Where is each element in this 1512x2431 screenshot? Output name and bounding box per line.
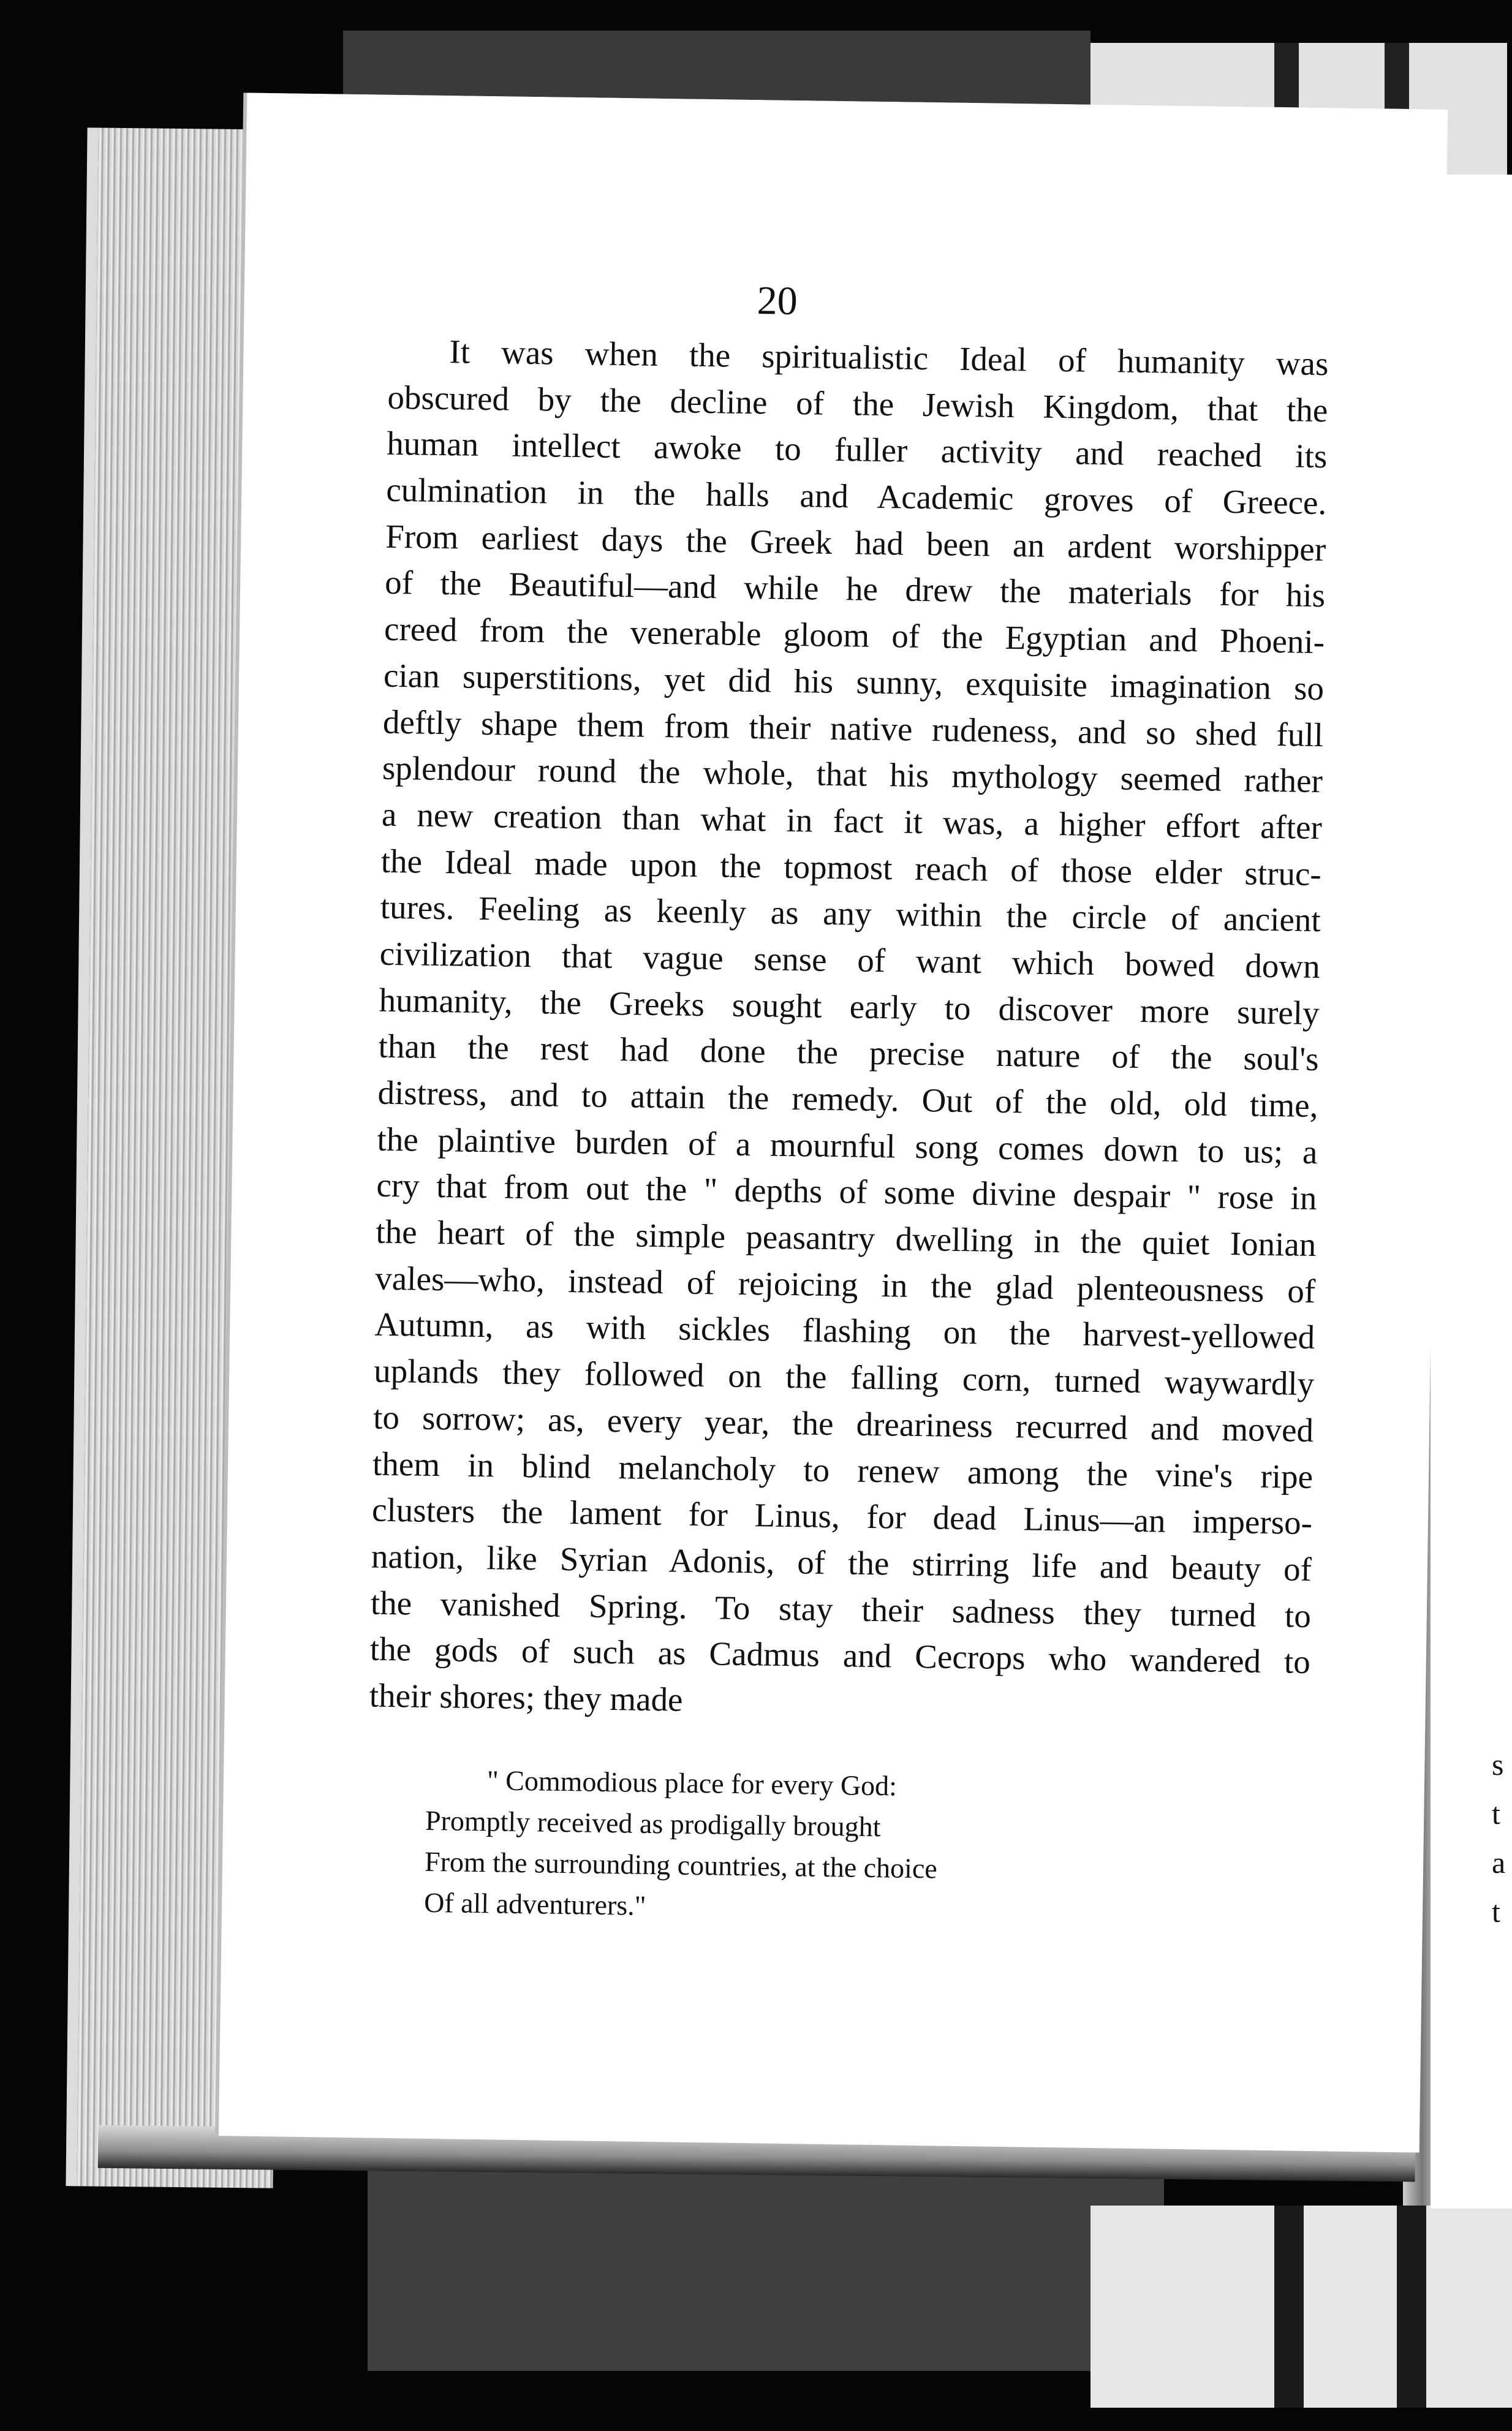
text-line: a new creation than what in fact it was, a higher effort after [381,795,1323,846]
paper-clip-bottom [1091,2206,1512,2408]
quote-line: From the surrounding countries, at the choice [424,1845,938,1885]
text-line: clusters the lament for Linus, for dead Linus—an imperso- [371,1491,1313,1542]
text-line: It was when the spiritualistic Ideal of humanity was [449,333,1329,383]
text-line: Autumn, as with sickles flashing on the harvest-yellowed [374,1306,1315,1356]
text-line: their shores; they made [369,1676,683,1718]
text-line: culmination in the halls and Academic groves of Greece. [385,471,1327,522]
text-line: tures. Feeling as keenly as any within the circle of ancient [380,888,1321,939]
text-line: nation, like Syrian Adonis, of the stirring life and beauty of [371,1537,1312,1588]
text-line: deftly shape them from their native rudeness, and so shed full [382,703,1324,754]
text-line: the vanished Spring. To stay their sadness they turned to [370,1584,1312,1635]
text-line: distress, and to attain the remedy. Out of the old, old time, [377,1073,1318,1125]
body-paragraph [369,328,1329,1732]
scanner-bed-bottom [368,2163,1164,2371]
text-line: From earliest days the Greek had been an ardent worshipper [385,517,1326,568]
quote-line: Promptly received as prodigally brought [425,1804,881,1843]
text-line: the plaintive burden of a mournful song comes down to us; a [377,1120,1318,1171]
next-page [1431,175,1512,2209]
verse-quote [424,1759,1070,1932]
text-line: the Ideal made upon the topmost reach of those elder struc- [380,842,1322,893]
next-page-fragment: t [1492,1894,1500,1929]
text-line: than the rest had done the precise nature of the soul's [378,1027,1319,1078]
text-line: to sorrow; as, every year, the dreariness recurred and moved [372,1398,1314,1449]
text-line: creed from the venerable gloom of the Egyptian and Phoeni- [384,610,1325,661]
page-number: 20 [757,278,798,324]
text-line: obscured by the decline of the Jewish Kingdom, that the [387,378,1328,429]
text-line: the heart of the simple peasantry dwelling in the quiet Ionian [376,1212,1317,1264]
text-line: uplands they followed on the falling corn, turned waywardly [373,1352,1315,1403]
book-page [219,93,1448,2152]
text-line: cian superstitions, yet did his sunny, exquisite imagination so [383,656,1325,707]
text-line: splendour round the whole, that his mythology seemed rather [382,749,1323,800]
text-line: civilization that vague sense of want which bowed down [379,934,1321,986]
next-page-fragment: t [1492,1796,1500,1831]
next-page-fragment: s [1492,1747,1504,1782]
text-line: humanity, the Greeks sought early to discover more surely [379,981,1320,1032]
text-line: vales—who, instead of rejoicing in the glad plenteousness of [374,1259,1316,1310]
text-line: cry that from out the " depths of some divine despair " rose in [376,1166,1317,1217]
next-page-fragment: a [1492,1845,1506,1880]
text-line: human intellect awoke to fuller activity and reached its [386,425,1328,475]
text-line: the gods of such as Cadmus and Cecrops who wandered to [369,1630,1311,1681]
text-line: of the Beautiful—and while he drew the materials for his [384,564,1326,614]
quote-line: Of all adventurers." [423,1886,646,1921]
text-line: them in blind melancholy to renew among the vine's ripe [372,1445,1314,1495]
quote-line: " Commodious place for every God: [486,1764,898,1802]
